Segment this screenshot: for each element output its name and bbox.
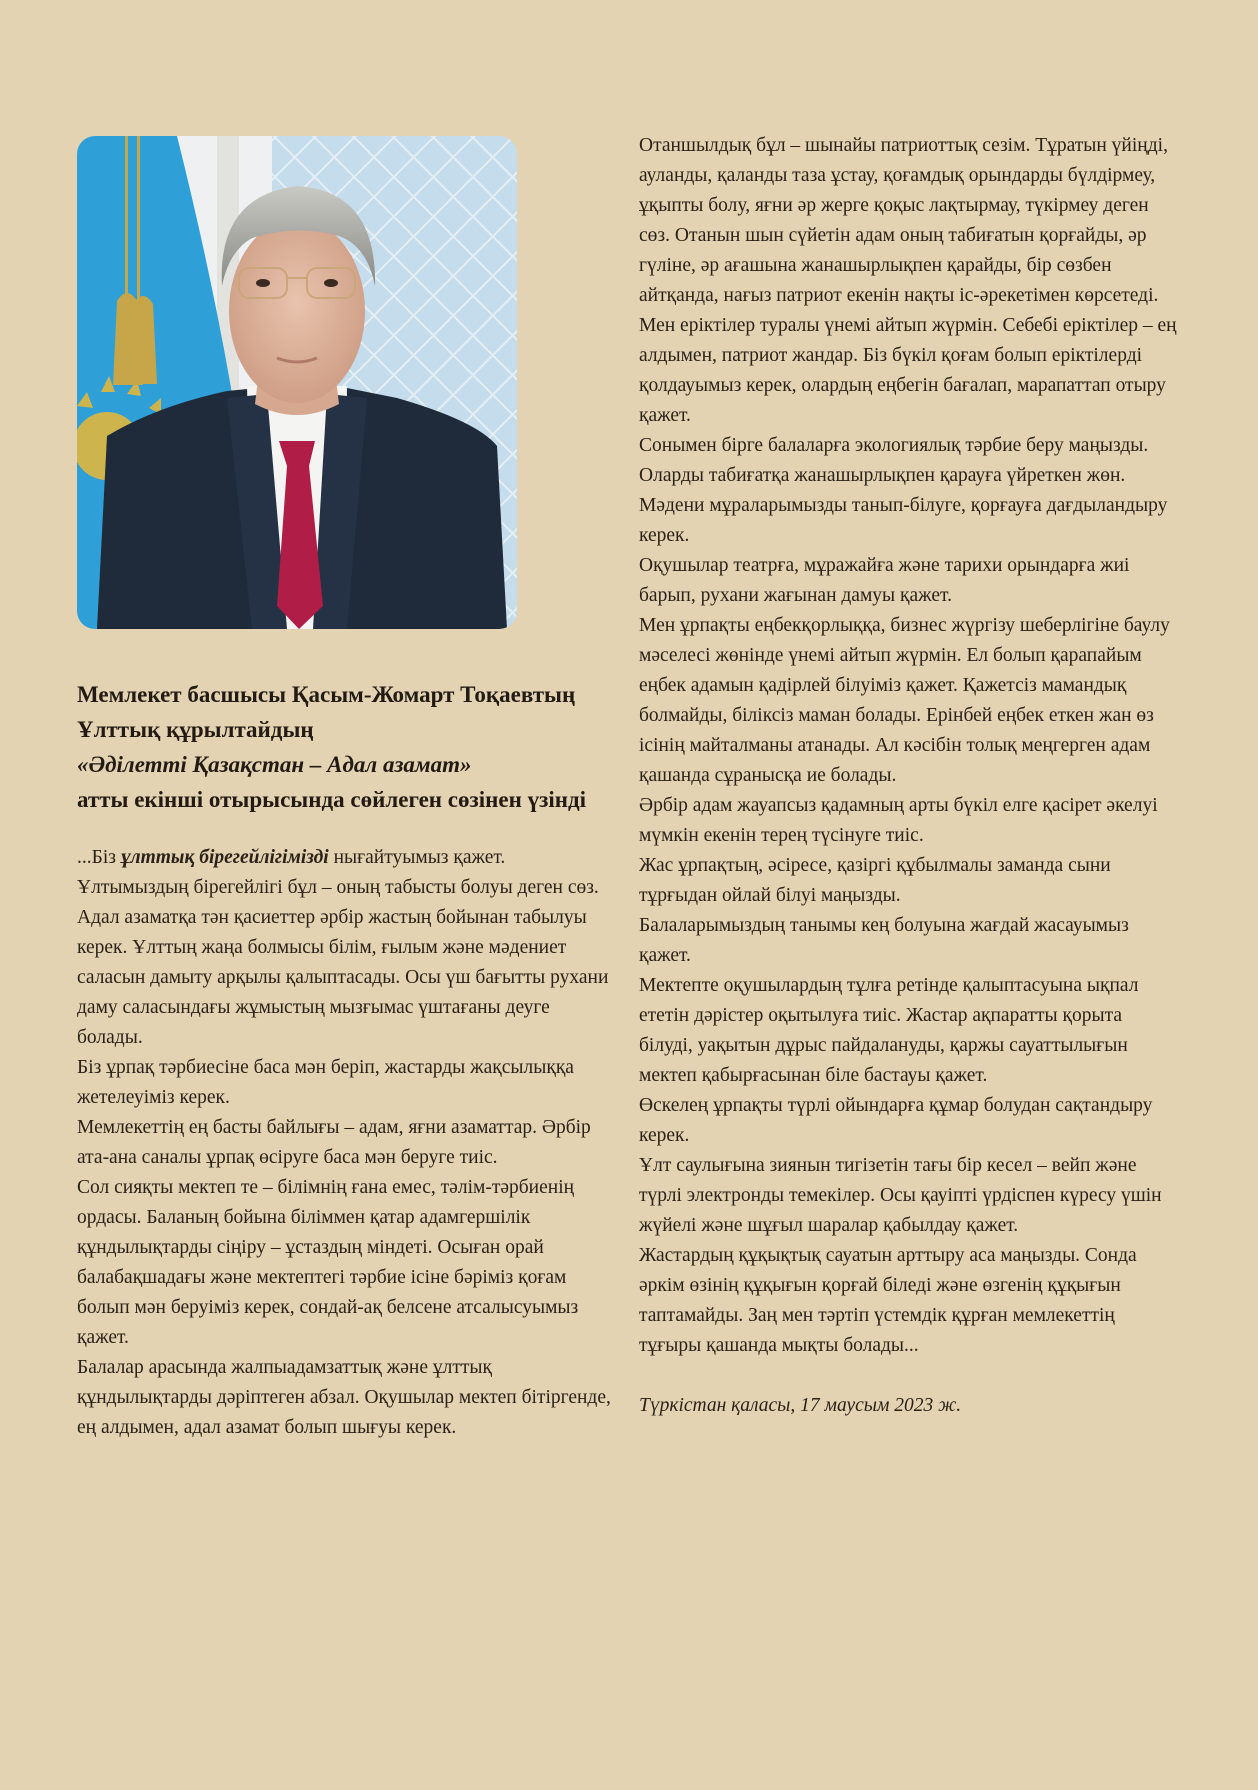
paragraph: Балалар арасында жалпыадамзаттық және ұлттық құндылықтарды дәріптеген абзал. Оқушылар мектеп бітіргенде, ең алдымен, адал азамат болып шығуы керек. — [77, 1357, 611, 1438]
paragraph: Балаларымыздың танымы кең болуына жағдай жасауымыз қажет. — [639, 915, 1129, 966]
paragraph: Біз ұрпақ тәрбиесіне баса мән беріп, жастарды жақсылыққа жетелеуіміз керек. — [77, 1057, 574, 1108]
paragraph: Өскелең ұрпақты түрлі ойындарға құмар болудан сақтандыру керек. — [639, 1095, 1153, 1146]
paragraph: Ұлт саулығына зиянын тигізетін тағы бір кесел – вейп және түрлі электронды темекілер. Осы қауіпті үрдіспен күресу үшін жүйелі және шұғыл шаралар қабылдау қажет. — [639, 1155, 1162, 1236]
paragraph: Адал азаматқа тән қасиеттер әрбір жастың бойынан табылуы керек. Ұлттың жаңа болмысы білім, ғылым және мәдениет саласын дамыту арқылы қалыптасады. Осы үш бағытты рухани даму саласындағы жұмыстың мызғымас үштағаны деуге болады. — [77, 907, 609, 1048]
paragraph: Мемлекеттің ең басты байлығы – адам, яғни азаматтар. Әрбір ата-ана саналы ұрпақ өсіруге баса мән беруге тиіс. — [77, 1117, 591, 1168]
paragraph: Жас ұрпақтың, әсіресе, қазіргі құбылмалы заманда сыни тұрғыдан ойлай білуі маңызды. — [639, 855, 1111, 906]
headline — [77, 677, 617, 817]
paragraph: Отаншылдық бұл – шынайы патриоттық сезім. Тұратын үйіңді, ауланды, қаланды таза ұстау, қоғамдық орындарды бүлдірмеу, ұқыпты болу, яғни әр жерге қоқыс лақтырмау, түкірмеу деген сөз. Отанын шын сүйетін адам оның табиғатын қорғайды, әр гүліне, әр ағашына жанашырлықпен қарайды, бір сөзбен айтқанда, нағыз патриот екенін нақты іс-әрекетімен көрсетеді. — [639, 135, 1168, 306]
paragraph: Оқушылар театрға, мұражайға және тарихи орындарға жиі барып, рухани жағынан дамуы қажет. — [639, 555, 1130, 606]
left-column — [77, 136, 617, 1443]
paragraph: Әрбір адам жауапсыз қадамның арты бүкіл елге қасірет әкелуі мүмкін екенін терең түсінуге тиіс. — [639, 795, 1158, 846]
right-column — [639, 131, 1179, 1421]
portrait-image — [77, 136, 517, 629]
headline-line-1: Мемлекет басшысы Қасым-Жомарт Тоқаевтың Ұлттық құрылтайдың — [77, 682, 576, 742]
portrait-photo — [77, 136, 517, 629]
headline-quote: «Әділетті Қазақстан – Адал азамат» — [77, 752, 472, 777]
left-body-text — [77, 843, 617, 1443]
intro-prefix: ...Біз — [77, 847, 121, 868]
intro-paragraph — [77, 843, 617, 903]
right-body-text — [639, 131, 1179, 1361]
paragraph: Мектепте оқушылардың тұлға ретінде қалыптасуына ықпал ететін дәрістер оқытылуға тиіс. Жастар ақпаратты қорыта білуді, уақытын дұрыс пайдалануды, қаржы сауаттылығын мектеп қабырғасынан біле бастауы қажет. — [639, 975, 1139, 1086]
paragraph: Мен ұрпақты еңбекқорлыққа, бизнес жүргізу шеберлігіне баулу мәселесі жөнінде үнемі айтып жүрмін. Ел болып қарапайым еңбек адамын қадірлей білуіміз қажет. Қажетсіз мамандық болмайды, біліксіз маман болады. Ерінбей еңбек еткен жан өз ісінің майталманы атанады. Ал кәсібін толық меңгерген адам қашанда сұранысқа ие болады. — [639, 615, 1170, 786]
paragraph: Мен еріктілер туралы үнемі айтып жүрмін. Себебі еріктілер – ең алдымен, патриот жандар. Біз бүкіл қоғам болып еріктілерді қолдауымыз керек, олардың еңбегін бағалап, марапаттап отыру қажет. — [639, 315, 1177, 426]
intro-suffix: нығайтуымыз қажет. Ұлтымыздың бірегейлігі бұл – оның табысты болуы деген сөз. — [77, 847, 599, 898]
headline-line-2: атты екінші отырысында сөйлеген сөзінен үзінді — [77, 787, 587, 812]
paragraph: Сол сияқты мектеп те – білімнің ғана емес, тәлім-тәрбиенің ордасы. Баланың бойына біліммен қатар адамгершілік құндылықтарды сіңіру – ұстаздың міндеті. Осыған орай балабақшадағы және мектептегі тәрбие ісіне бәріміз қоғам болып мән беруіміз керек, сондай-ақ белсене атсалысуымыз қажет. — [77, 1177, 579, 1348]
emphasis-text: ұлттық бірегейлігімізді — [120, 847, 329, 868]
paragraph: Сонымен бірге балаларға экологиялық тәрбие беру маңызды. Оларды табиғатқа жанашырлықпен қарауға үйреткен жөн. Мәдени мұраларымызды танып-білуге, қорғауға дағдыландыру керек. — [639, 435, 1168, 546]
paragraph: Жастардың құқықтық сауатын арттыру аса маңызды. Сонда әркім өзінің құқығын қорғай біледі және өзгенің құқығын таптамайды. Заң мен тәртіп үстемдік құрған мемлекеттің тұғыры қашанда мықты болады... — [639, 1245, 1137, 1356]
location-date: Түркістан қаласы, 17 маусым 2023 ж. — [639, 1395, 962, 1416]
